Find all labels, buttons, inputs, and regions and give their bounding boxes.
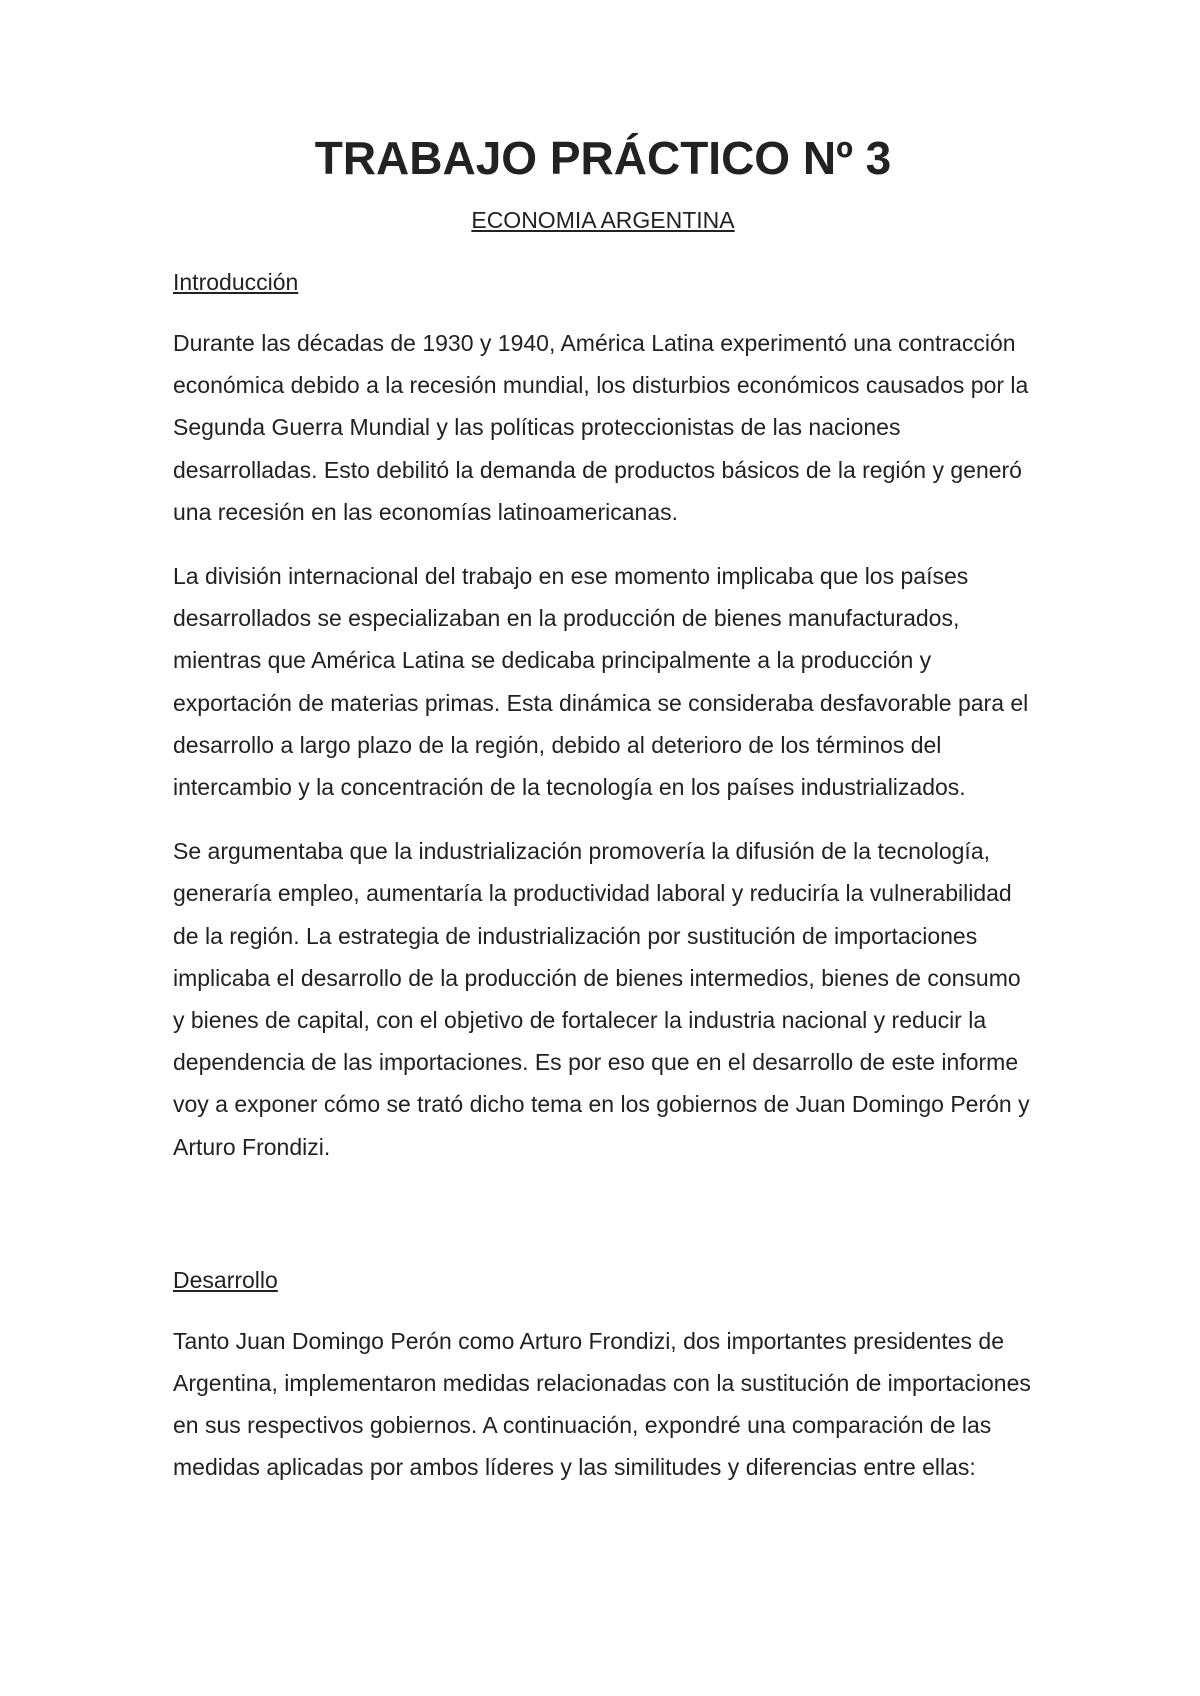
section-heading-desarrollo: Desarrollo <box>173 1266 278 1293</box>
blank-line <box>173 1168 1033 1236</box>
document-title: TRABAJO PRÁCTICO Nº 3 <box>314 132 892 184</box>
document-body <box>173 132 1033 1489</box>
paragraph: Durante las décadas de 1930 y 1940, América Latina experimentó una contracción económica debido a la recesión mundial, los disturbios económicos causados por la Segunda Guerra Mundial y las políticas proteccionistas de las naciones desarrolladas. Esto debilitó la demanda de productos básicos de la región y generó una recesión en las economías latinoamericanas. <box>173 330 1029 525</box>
paragraph: Tanto Juan Domingo Perón como Arturo Frondizi, dos importantes presidentes de Argentina, implementaron medidas relacionadas con la sustitución de importaciones en sus respectivos gobiernos. A continuación, expondré una comparación de las medidas aplicadas por ambos líderes y las similitudes y diferencias entre ellas: <box>173 1327 1031 1481</box>
paragraph: La división internacional del trabajo en ese momento implicaba que los países desarrollados se especializaban en la producción de bienes manufacturados, mientras que América Latina se dedicaba principalmente a la producción y exportación de materias primas. Esta dinámica se consideraba desfavorable para el desarrollo a largo plazo de la región, debido al deterioro de los términos del intercambio y la concentración de la tecnología en los países industrializados. <box>173 563 1029 801</box>
section-heading-introduccion: Introducción <box>173 269 299 295</box>
document-subtitle: ECONOMIA ARGENTINA <box>471 207 735 233</box>
paragraph: Se argumentaba que la industrialización promovería la difusión de la tecnología, generaría empleo, aumentaría la productividad laboral y reduciría la vulnerabilidad de la región. La estrategia de industrialización por sustitución de importaciones implicaba el desarrollo de la producción de bienes intermedios, bienes de consumo y bienes de capital, con el objetivo de fortalecer la industria nacional y reducir la dependencia de las importaciones. Es por eso que en el desarrollo de este informe voy a exponer cómo se trató dicho tema en los gobiernos de Juan Domingo Perón y Arturo Frondizi. <box>173 838 1030 1160</box>
